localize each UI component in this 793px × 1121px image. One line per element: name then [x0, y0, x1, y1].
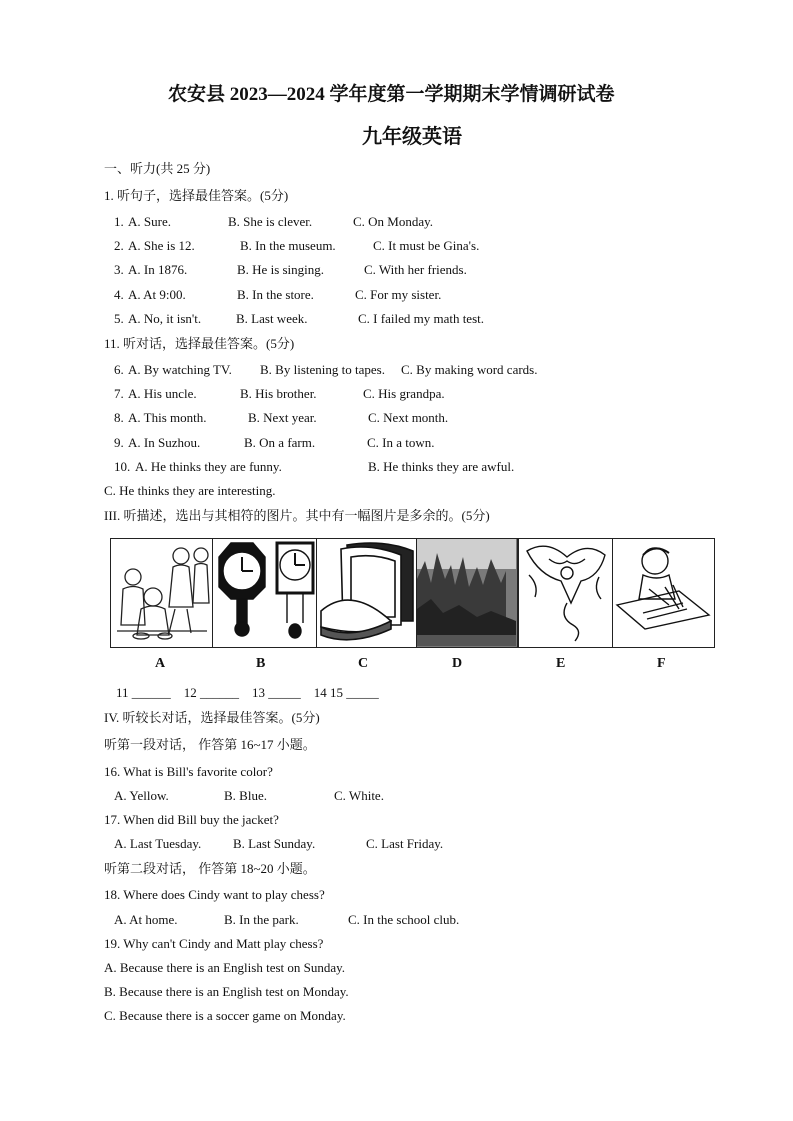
question-number: 6.: [114, 362, 124, 377]
picture-label-c: C: [358, 656, 369, 671]
stone-forest-photo-icon: [417, 539, 516, 646]
option-c: C. He thinks they are interesting.: [104, 483, 276, 498]
picture-a: [110, 538, 214, 648]
option-a: A. By watching TV.: [128, 362, 232, 377]
option-b: B. Blue.: [224, 788, 267, 803]
exam-subtitle: 九年级英语: [362, 126, 462, 148]
question-number: 10.: [114, 459, 131, 474]
question-number: 7.: [114, 386, 124, 401]
option-a: A. He thinks they are funny.: [135, 459, 282, 474]
question-19: 19. Why can't Cindy and Matt play chess?: [104, 936, 324, 951]
option-c: C. For my sister.: [355, 287, 442, 302]
option-b: B. Because there is an English test on Monday.: [104, 984, 349, 999]
question-number: 1.: [114, 214, 124, 229]
picture-d: [416, 538, 518, 648]
option-b: B. Last week.: [236, 311, 308, 326]
option-a: A. Sure.: [128, 214, 171, 229]
part1-heading: 1. 听句子，选择最佳答案。(5分): [104, 188, 289, 203]
option-a: A. His uncle.: [128, 386, 197, 401]
option-a: A. In Suzhou.: [128, 435, 201, 450]
clocks-icon: [213, 539, 316, 646]
option-a: A. This month.: [128, 410, 207, 425]
option-c: C. Last Friday.: [366, 836, 444, 851]
part4-heading: IV. 听较长对话，选择最佳答案。(5分): [104, 710, 320, 725]
option-a: A. In 1876.: [128, 262, 188, 277]
part2-heading: 11. 听对话，选择最佳答案。(5分): [104, 336, 295, 351]
option-b: B. His brother.: [240, 386, 317, 401]
question-number: 8.: [114, 410, 124, 425]
bread-icon: [317, 539, 416, 646]
picture-b: [212, 538, 318, 648]
option-c: C. Next month.: [368, 410, 449, 425]
boy-writing-icon: [613, 539, 713, 646]
question-number: 2.: [114, 238, 124, 253]
part3-heading: III. 听描述，选出与其相符的图片。其中有一幅图片是多余的。(5分): [104, 508, 490, 523]
option-c: C. Because there is a soccer game on Monday.: [104, 1008, 346, 1023]
option-b: B. She is clever.: [228, 214, 313, 229]
section-heading: 一、听力(共 25 分): [104, 161, 211, 176]
question-number: 5.: [114, 311, 124, 326]
option-a: A. She is 12.: [128, 238, 195, 253]
question-18: 18. Where does Cindy want to play chess?: [104, 887, 325, 902]
option-c: C. White.: [334, 788, 384, 803]
picture-f: [612, 538, 715, 648]
option-b: B. In the store.: [237, 287, 314, 302]
option-c: C. His grandpa.: [363, 386, 445, 401]
answer-blanks: 11 ______ 12 ______ 13 _____ 14 15 _____: [116, 685, 379, 700]
exam-title: 农安县 2023—2024 学年度第一学期期末学情调研试卷: [168, 84, 615, 105]
option-b: B. Next year.: [248, 410, 317, 425]
option-b: B. On a farm.: [244, 435, 316, 450]
option-a: A. Because there is an English test on Sunday.: [104, 960, 346, 975]
picture-label-a: A: [155, 656, 166, 671]
dialog2-instruction: 听第二段对话， 作答第 18~20 小题。: [104, 861, 316, 876]
option-c: C. With her friends.: [364, 262, 467, 277]
dialog1-instruction: 听第一段对话， 作答第 16~17 小题。: [104, 737, 316, 752]
family-illustration-icon: [111, 539, 212, 646]
option-c: C. It must be Gina's.: [373, 238, 480, 253]
option-b: B. Last Sunday.: [233, 836, 316, 851]
picture-label-f: F: [657, 656, 666, 671]
picture-c: [316, 538, 418, 648]
option-b: B. In the museum.: [240, 238, 336, 253]
option-c: C. I failed my math test.: [358, 311, 485, 326]
option-b: B. He thinks they are awful.: [368, 459, 515, 474]
option-c: C. In the school club.: [348, 912, 460, 927]
option-a: A. Yellow.: [114, 788, 169, 803]
option-b: B. By listening to tapes.: [260, 362, 385, 377]
option-b: B. In the park.: [224, 912, 299, 927]
option-a: A. Last Tuesday.: [114, 836, 202, 851]
option-c: C. In a town.: [367, 435, 435, 450]
option-a: A. At 9:00.: [128, 287, 186, 302]
kite-icon: [519, 539, 612, 646]
question-number: 9.: [114, 435, 124, 450]
question-17: 17. When did Bill buy the jacket?: [104, 812, 279, 827]
option-a: A. No, it isn't.: [128, 311, 202, 326]
question-16: 16. What is Bill's favorite color?: [104, 764, 273, 779]
picture-label-d: D: [452, 656, 463, 671]
option-b: B. He is singing.: [237, 262, 325, 277]
picture-label-e: E: [556, 656, 566, 671]
option-a: A. At home.: [114, 912, 178, 927]
question-number: 3.: [114, 262, 124, 277]
question-number: 4.: [114, 287, 124, 302]
picture-e: [518, 538, 614, 648]
option-c: C. On Monday.: [353, 214, 434, 229]
option-c: C. By making word cards.: [401, 362, 538, 377]
picture-label-b: B: [256, 656, 266, 671]
